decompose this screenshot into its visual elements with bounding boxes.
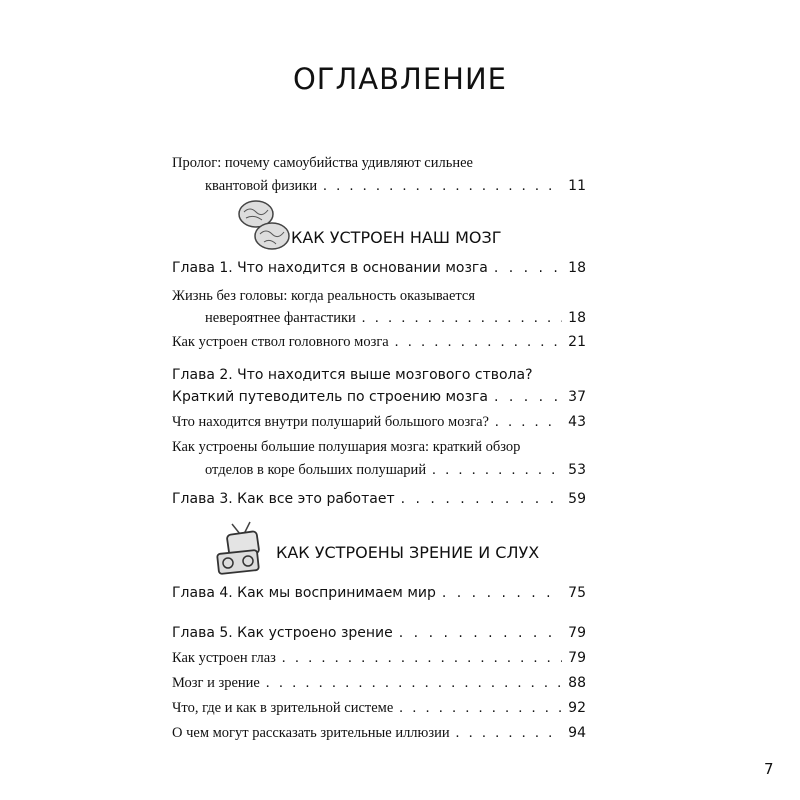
page-number: 92 xyxy=(568,700,586,716)
leader-dots xyxy=(399,622,562,644)
toc-entry[interactable] xyxy=(172,622,586,644)
page-title: ОГЛАВЛЕНИЕ xyxy=(292,62,507,96)
page-number: 21 xyxy=(568,334,586,350)
toc-text: Глава 3. Как все это работает xyxy=(172,491,395,507)
toc-text: Глава 4. Как мы воспринимаем мир xyxy=(172,585,436,601)
page-number: 18 xyxy=(568,310,586,326)
leader-dots xyxy=(395,331,562,353)
toc-text: Жизнь без головы: когда реальность оказывается xyxy=(172,288,476,304)
page-number: 79 xyxy=(568,625,586,641)
toc-text: невероятнее фантастики xyxy=(205,310,356,326)
brain-icon xyxy=(236,196,294,254)
page-number: 18 xyxy=(568,260,586,276)
toc-text: Как устроены большие полушария мозга: краткий обзор xyxy=(172,439,521,455)
page-folio: 7 xyxy=(764,760,774,778)
toc-entry[interactable] xyxy=(172,257,586,279)
leader-dots xyxy=(323,175,562,197)
toc-text: Что находится внутри полушарий большого мозга? xyxy=(172,414,489,430)
prologue-line1 xyxy=(172,152,586,174)
leader-dots xyxy=(456,722,563,744)
page-number: 75 xyxy=(568,585,586,601)
leader-dots xyxy=(401,488,563,510)
page-number: 11 xyxy=(568,178,586,194)
toc-text: Мозг и зрение xyxy=(172,675,260,691)
leader-dots xyxy=(362,307,562,329)
toc-entry[interactable] xyxy=(172,331,586,353)
toc-text: Как устроен ствол головного мозга xyxy=(172,334,389,350)
leader-dots xyxy=(442,582,562,604)
toc-entry-prologue[interactable] xyxy=(205,175,586,197)
toc-entry-line1 xyxy=(172,436,586,458)
section-heading: КАК УСТРОЕН НАШ МОЗГ xyxy=(291,228,502,247)
toc-entry[interactable] xyxy=(172,488,586,510)
toc-text: Как устроен глаз xyxy=(172,650,276,666)
toc-text: квантовой физики xyxy=(205,178,318,194)
leader-dots xyxy=(266,672,562,694)
tv-radio-icon xyxy=(214,520,272,578)
leader-dots xyxy=(494,386,562,408)
toc-text: Глава 5. Как устроено зрение xyxy=(172,625,393,641)
toc-entry[interactable] xyxy=(205,307,586,329)
toc-entry[interactable] xyxy=(172,672,586,694)
leader-dots xyxy=(282,647,562,669)
toc-text: Глава 1. Что находится в основании мозга xyxy=(172,260,488,276)
toc-entry[interactable] xyxy=(172,411,586,433)
page-number: 88 xyxy=(568,675,586,691)
leader-dots xyxy=(432,459,562,481)
page-number: 43 xyxy=(568,414,586,430)
toc-text: Что, где и как в зрительной системе xyxy=(172,700,394,716)
toc-entry[interactable] xyxy=(205,459,586,481)
toc-entry-line1 xyxy=(172,364,586,386)
leader-dots xyxy=(399,697,562,719)
toc-text: Краткий путеводитель по строению мозга xyxy=(172,389,488,405)
page-number: 59 xyxy=(568,491,586,507)
toc-text: О чем могут рассказать зрительные иллюзии xyxy=(172,725,450,741)
toc-entry[interactable] xyxy=(172,582,586,604)
toc-entry[interactable] xyxy=(172,722,586,744)
leader-dots xyxy=(494,257,562,279)
page-number: 53 xyxy=(568,462,586,478)
page-number: 79 xyxy=(568,650,586,666)
page-number: 94 xyxy=(568,725,586,741)
toc-entry[interactable] xyxy=(172,647,586,669)
page-number: 37 xyxy=(568,389,586,405)
toc-text: Глава 2. Что находится выше мозгового ствола? xyxy=(172,367,533,383)
leader-dots xyxy=(495,411,562,433)
section-heading: КАК УСТРОЕНЫ ЗРЕНИЕ И СЛУХ xyxy=(276,543,540,562)
toc-entry[interactable] xyxy=(172,697,586,719)
toc-entry-line1 xyxy=(172,285,586,307)
toc-text: отделов в коре больших полушарий xyxy=(205,462,427,478)
toc-entry[interactable] xyxy=(172,386,586,408)
toc-text: Пролог: почему самоубийства удивляют сильнее xyxy=(172,155,473,171)
